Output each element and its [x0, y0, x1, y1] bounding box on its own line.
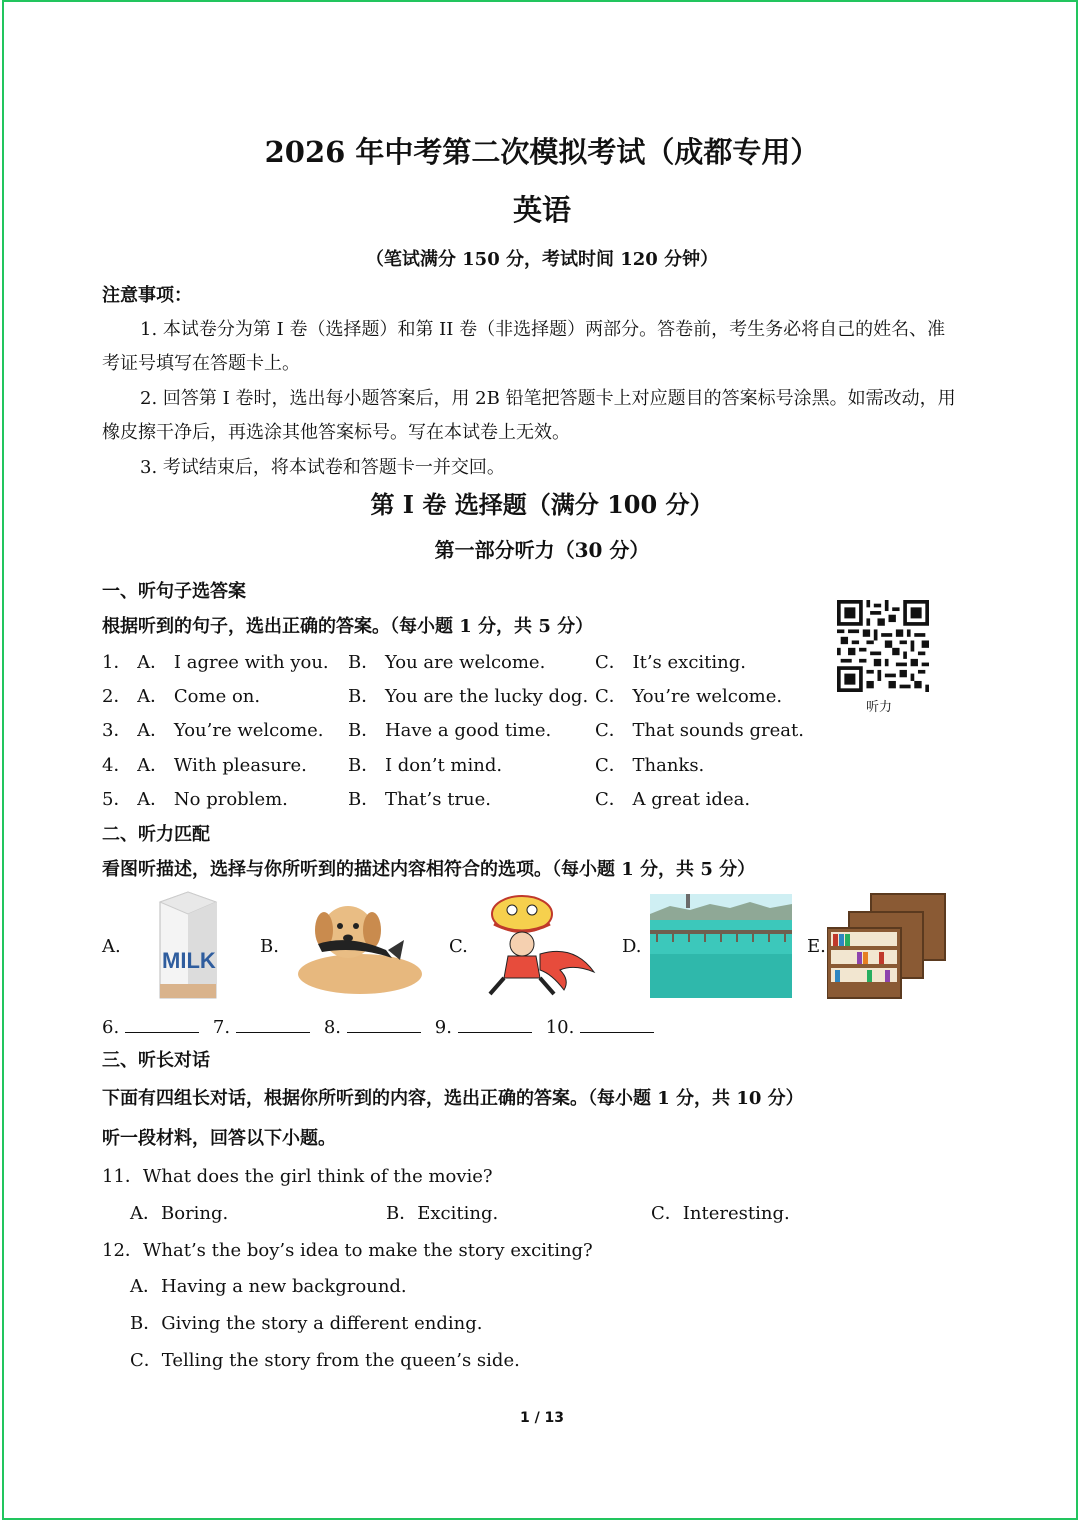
q11-stem: 11．What does the girl think of the movie?	[102, 1166, 493, 1187]
q12-stem: 12．What’s the boy’s idea to make the story exciting?	[102, 1240, 593, 1261]
q4-option-c[interactable]: C． Thanks.	[595, 755, 705, 776]
q4-option-b[interactable]: B． I don’t mind.	[348, 755, 503, 776]
q1-option-c[interactable]: C． It’s exciting.	[595, 652, 746, 673]
blank-9[interactable]	[458, 1014, 532, 1033]
blank-label-7: 7.	[212, 1017, 231, 1038]
milk-carton-icon	[150, 890, 226, 1000]
milk-label: MILK	[162, 948, 216, 973]
exam-page	[2, 0, 1078, 1520]
q2-option-c[interactable]: C． You’re welcome.	[595, 686, 783, 707]
blank-row	[102, 1014, 654, 1038]
q5-option-b[interactable]: B． That’s true.	[348, 789, 491, 810]
listen1-instruction: 根据听到的句子，选出正确的答案。（每小题 1 分，共 5 分）	[102, 616, 594, 637]
qr-label: 听力	[866, 700, 893, 715]
listen3-instruction: 下面有四组长对话，根据你所听到的内容，选出正确的答案。（每小题 1 分，共 10 分）	[102, 1088, 804, 1109]
notice-heading: 注意事项：	[102, 285, 192, 306]
notice-item-1-cont: 考证号填写在答题卡上。	[102, 353, 300, 374]
blank-label-9: 9.	[434, 1017, 452, 1038]
q4-option-a[interactable]: 4． A． With pleasure.	[102, 755, 307, 776]
listen2-instruction: 看图听描述，选择与你所听到的描述内容相符合的选项。（每小题 1 分，共 5 分）	[102, 859, 756, 880]
q12-option-a[interactable]: A．Having a new background.	[130, 1276, 407, 1297]
blank-label-10: 10.	[545, 1017, 575, 1038]
listen2-heading: 二、听力匹配	[102, 824, 210, 845]
q12-option-c[interactable]: C．Telling the story from the queen’s side.	[130, 1350, 520, 1371]
blank-6[interactable]	[125, 1014, 199, 1033]
blank-10[interactable]	[580, 1014, 654, 1033]
exam-title: 2026 年中考第二次模拟考试（成都专用）	[264, 135, 820, 169]
q1-option-a[interactable]: 1． A． I agree with you.	[102, 652, 329, 673]
dog-picture-icon	[288, 894, 432, 998]
blank-8[interactable]	[347, 1014, 421, 1033]
blank-7[interactable]	[236, 1014, 310, 1033]
notice-item-3: 3. 考试结束后，将本试卷和答题卡一并交回。	[140, 457, 505, 478]
q5-option-c[interactable]: C． A great idea.	[595, 789, 751, 810]
bridge-lake-picture-icon	[650, 894, 792, 998]
q3-option-c[interactable]: C． That sounds great.	[595, 720, 804, 741]
q2-option-a[interactable]: 2． A． Come on.	[102, 686, 261, 707]
score-info: （笔试满分 150 分，考试时间 120 分钟）	[365, 249, 719, 270]
q11-option-a[interactable]: A．Boring.	[130, 1203, 229, 1224]
q12-option-b[interactable]: B．Giving the story a different ending.	[130, 1313, 483, 1334]
q2-option-b[interactable]: B． You are the lucky dog.	[348, 686, 589, 707]
q3-option-b[interactable]: B． Have a good time.	[348, 720, 552, 741]
qr-code-icon[interactable]	[837, 600, 929, 692]
q11-option-b[interactable]: B．Exciting.	[386, 1203, 499, 1224]
lion-dance-picture-icon	[474, 894, 600, 998]
blank-label-6: 6.	[102, 1017, 120, 1038]
listen3-sub-instruction: 听一段材料，回答以下小题。	[102, 1128, 336, 1149]
picture-label-d: D.	[622, 936, 642, 957]
q5-option-a[interactable]: 5． A． No problem.	[102, 789, 288, 810]
subject-title: 英语	[512, 193, 571, 227]
listen3-heading: 三、听长对话	[102, 1050, 210, 1071]
q11-option-c[interactable]: C．Interesting.	[651, 1203, 790, 1224]
q3-option-a[interactable]: 3． A． You’re welcome.	[102, 720, 324, 741]
bookshelves-picture-icon	[827, 892, 947, 1000]
picture-label-b: B.	[260, 936, 279, 957]
part-title: 第一部分听力（30 分）	[434, 538, 650, 562]
picture-label-a: A.	[102, 936, 121, 957]
listen1-heading: 一、听句子选答案	[102, 581, 246, 602]
notice-item-2-cont: 橡皮擦干净后，再选涂其他答案标号。写在本试卷上无效。	[102, 422, 570, 443]
notice-item-1: 1. 本试卷分为第 I 卷（选择题）和第 II 卷（非选择题）两部分。答卷前，考生务必将自己的姓名、准	[140, 319, 946, 340]
page-number: 1 / 13	[519, 1410, 565, 1426]
notice-item-2: 2. 回答第 I 卷时，选出每小题答案后，用 2B 铅笔把答题卡上对应题目的答案标号涂黑。如需改动，用	[140, 388, 956, 409]
section-title: 第 I 卷 选择题（满分 100 分）	[370, 490, 714, 519]
picture-label-c: C.	[449, 936, 468, 957]
blank-label-8: 8.	[323, 1017, 342, 1038]
picture-label-e: E.	[807, 936, 826, 957]
q1-option-b[interactable]: B． You are welcome.	[348, 652, 546, 673]
